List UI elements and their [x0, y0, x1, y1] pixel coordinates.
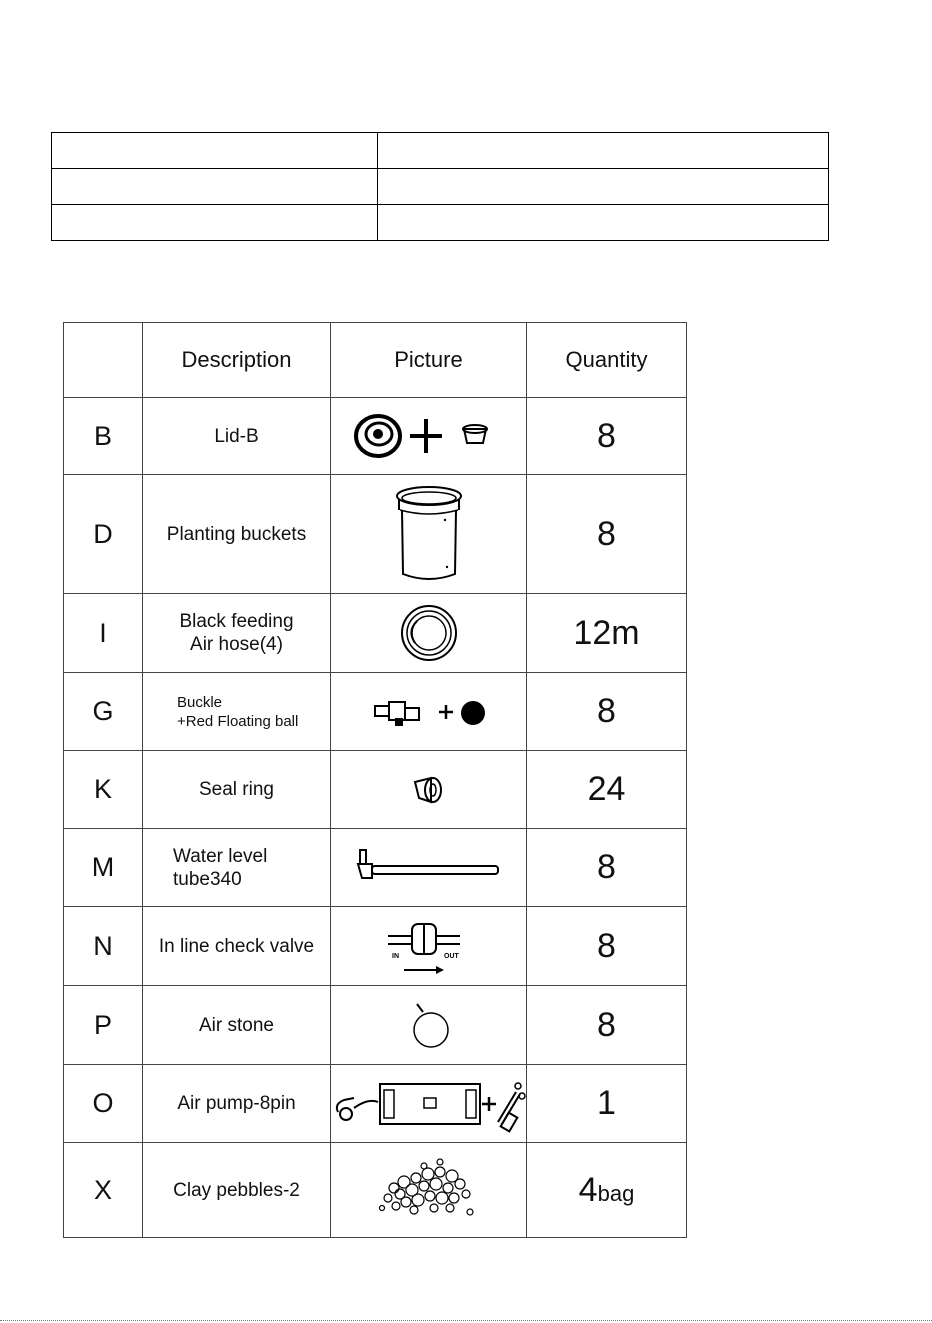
- part-key: N: [64, 907, 143, 986]
- empty-info-table: [51, 132, 829, 241]
- part-description: Air pump-8pin: [143, 1065, 331, 1143]
- seal-ring-icon: [409, 772, 449, 808]
- table-row: [64, 673, 687, 751]
- air-stone-icon: [407, 1000, 451, 1050]
- table-row: [52, 169, 829, 205]
- header-key: [64, 323, 143, 398]
- part-description: Air stone: [143, 986, 331, 1065]
- table-row: [64, 1143, 687, 1238]
- table-row: [64, 986, 687, 1065]
- part-description: Black feeding Air hose(4): [143, 594, 331, 673]
- valve-out-label: OUT: [443, 953, 459, 960]
- header-description: Description: [143, 323, 331, 398]
- lid-icon: [354, 409, 504, 463]
- table-row: [64, 829, 687, 907]
- part-description: Seal ring: [143, 751, 331, 829]
- part-key: D: [64, 475, 143, 594]
- header-quantity: Quantity: [527, 323, 687, 398]
- part-quantity: 8: [527, 398, 687, 475]
- table-row: [64, 907, 687, 986]
- part-description: Clay pebbles-2: [143, 1143, 331, 1238]
- part-quantity: 8: [527, 907, 687, 986]
- air-pump-icon: [332, 1074, 526, 1134]
- table-row: [52, 205, 829, 241]
- valve-in-label: IN: [391, 953, 399, 960]
- part-key: B: [64, 398, 143, 475]
- part-quantity: 1: [527, 1065, 687, 1143]
- part-quantity: 8: [527, 673, 687, 751]
- part-description: Water level tube340: [143, 829, 331, 907]
- table-row: [64, 475, 687, 594]
- part-quantity: 8: [527, 475, 687, 594]
- check-valve-icon: [384, 916, 474, 976]
- header-picture: Picture: [331, 323, 527, 398]
- part-quantity: 8: [527, 986, 687, 1065]
- table-row: [64, 398, 687, 475]
- table-row: [64, 1065, 687, 1143]
- part-description: Buckle +Red Floating ball: [143, 673, 331, 751]
- bucket-icon: [389, 482, 469, 586]
- part-description: In line check valve: [143, 907, 331, 986]
- parts-list-table: [63, 322, 687, 1238]
- part-quantity: 8: [527, 829, 687, 907]
- quantity-unit: bag: [597, 1180, 635, 1206]
- page-bottom-divider: [0, 1320, 932, 1321]
- part-description: Lid-B: [143, 398, 331, 475]
- part-key: X: [64, 1143, 143, 1238]
- part-quantity: 24: [527, 751, 687, 829]
- part-description: Planting buckets: [143, 475, 331, 594]
- table-row: [64, 594, 687, 673]
- water-level-tube-icon: [354, 846, 504, 890]
- table-row: [64, 751, 687, 829]
- header-row: [64, 323, 687, 398]
- part-key: P: [64, 986, 143, 1065]
- part-key: I: [64, 594, 143, 673]
- part-quantity: 12m: [527, 594, 687, 673]
- part-key: M: [64, 829, 143, 907]
- hose-coil-icon: [397, 603, 461, 663]
- part-key: G: [64, 673, 143, 751]
- table-row: [52, 133, 829, 169]
- clay-pebbles-icon: [374, 1158, 484, 1222]
- part-key: K: [64, 751, 143, 829]
- quantity-number: 4: [578, 1170, 598, 1209]
- part-key: O: [64, 1065, 143, 1143]
- buckle-ball-icon: [369, 692, 489, 732]
- part-quantity: [527, 1143, 687, 1238]
